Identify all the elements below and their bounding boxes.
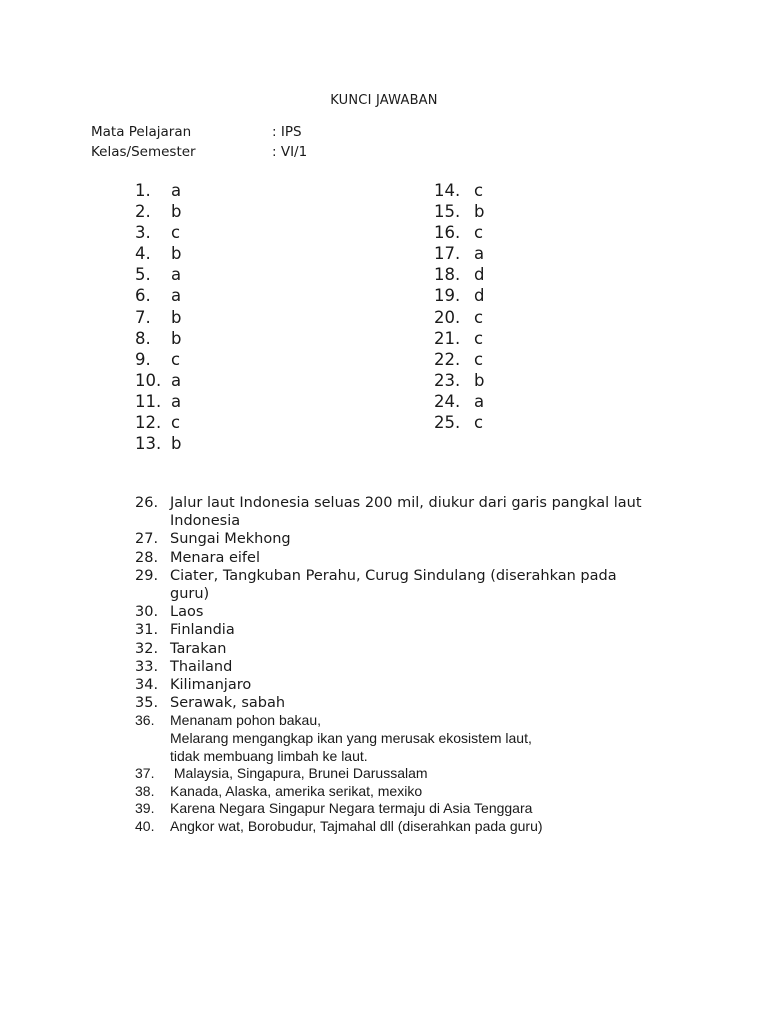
essay-answer-text: [170, 712, 695, 765]
answer-choice: a: [171, 370, 182, 390]
essay-answer-text: [170, 494, 695, 530]
essay-answer-item: [135, 658, 695, 676]
answer-choice: c: [171, 223, 181, 243]
answer-line: Karena Negara Singapur Negara termaju di Asia Tenggara: [170, 800, 533, 817]
essay-answer-text: [170, 621, 695, 639]
question-number: 37.: [135, 765, 155, 782]
question-number: 7.: [135, 307, 151, 327]
answer-choice: a: [474, 391, 485, 411]
question-number: 17.: [434, 244, 461, 264]
answer-choice: c: [474, 349, 484, 369]
essay-answer-text: [170, 530, 695, 548]
essay-answer-item: [135, 765, 695, 783]
question-number: 23.: [434, 370, 461, 390]
answer-choice: b: [474, 202, 485, 222]
answer-choice: b: [171, 434, 182, 454]
question-number: 26.: [135, 495, 159, 511]
essay-answer-text: [170, 549, 695, 567]
answer-choice: d: [474, 286, 485, 306]
answer-line: Jalur laut Indonesia seluas 200 mil, diukur dari garis pangkal laut: [170, 495, 642, 511]
question-number: 9.: [135, 349, 151, 369]
question-number: 3.: [135, 223, 151, 243]
question-number: 34.: [135, 677, 159, 694]
essay-answer-item: [135, 712, 695, 765]
essay-answer-text: [170, 765, 695, 783]
essay-answer-item: [135, 621, 695, 639]
question-number: 31.: [135, 622, 159, 639]
answer-line: Menanam pohon bakau,: [170, 712, 321, 729]
answer-choice: c: [474, 181, 484, 200]
answer-choice: b: [474, 370, 485, 390]
class-label: Kelas/Semester: [91, 144, 196, 160]
question-number: 20.: [434, 307, 461, 327]
answer-choice: a: [171, 391, 182, 411]
question-number: 21.: [434, 328, 461, 348]
question-number: 4.: [135, 244, 151, 264]
answer-choice: d: [474, 265, 485, 285]
essay-answer-item: [135, 603, 695, 621]
question-number: 22.: [434, 349, 461, 369]
answer-choice: b: [171, 328, 182, 348]
answer-line: Kilimanjaro: [170, 677, 252, 694]
essay-answer-text: [170, 800, 695, 818]
answer-line: guru): [170, 586, 210, 603]
essay-answer-text: [170, 567, 695, 603]
question-number: 33.: [135, 658, 159, 675]
answer-line: Kanada, Alaska, amerika serikat, mexiko: [170, 782, 423, 799]
answer-choice: c: [474, 307, 484, 327]
answer-choice: b: [171, 202, 182, 222]
essay-answer-item: [135, 694, 695, 712]
subject-value: : IPS: [272, 124, 302, 140]
essay-answer-item: [135, 494, 695, 530]
essay-answer-item: [135, 549, 695, 567]
answer-line: Finlandia: [170, 622, 235, 639]
answer-line: Thailand: [170, 658, 233, 675]
question-number: 25.: [434, 413, 461, 433]
question-number: 10.: [135, 370, 162, 390]
answer-line: Indonesia: [170, 513, 241, 530]
question-number: 38.: [135, 782, 155, 799]
question-number: 6.: [135, 286, 151, 306]
question-number: 35.: [135, 695, 159, 712]
essay-answer-item: [135, 800, 695, 818]
question-number: 24.: [434, 391, 461, 411]
answer-line: tidak membuang limbah ke laut.: [170, 747, 368, 764]
answer-line: Laos: [170, 604, 204, 621]
subject-label: Mata Pelajaran: [91, 124, 192, 140]
answer-choice: b: [171, 307, 182, 327]
question-number: 18.: [434, 265, 461, 285]
answer-choice: c: [171, 413, 181, 433]
question-number: 27.: [135, 531, 159, 548]
essay-answer-text: [170, 658, 695, 676]
answer-line: Ciater, Tangkuban Perahu, Curug Sindulang (diserahkan pada: [170, 567, 617, 584]
essay-answer-text: [170, 818, 695, 836]
essay-answer-item: [135, 676, 695, 694]
essay-answer-item: [135, 530, 695, 548]
question-number: 5.: [135, 265, 151, 285]
answer-line: Menara eifel: [170, 549, 260, 566]
question-number: 32.: [135, 640, 159, 657]
answer-choice: c: [474, 413, 484, 433]
essay-answer-item: [135, 818, 695, 836]
answer-line: Malaysia, Singapura, Brunei Darussalam: [170, 765, 428, 782]
answer-line: Serawak, sabah: [170, 695, 286, 712]
answer-line: Melarang mengangkap ikan yang merusak ekosistem laut,: [170, 730, 532, 747]
essay-answer-text: [170, 694, 695, 712]
question-number: 28.: [135, 549, 159, 566]
essay-answer-item: [135, 640, 695, 658]
answer-choice: a: [171, 265, 182, 285]
question-number: 8.: [135, 328, 151, 348]
answer-choice: a: [474, 244, 485, 264]
question-number: 30.: [135, 604, 159, 621]
answer-choice: c: [474, 328, 484, 348]
question-number: 19.: [434, 286, 461, 306]
class-value: : VI/1: [272, 144, 308, 160]
question-number: 29.: [135, 567, 159, 584]
essay-answers-list: [135, 494, 695, 836]
answer-choice: a: [171, 181, 182, 200]
essay-answer-text: [170, 603, 695, 621]
question-number: 36.: [135, 712, 155, 729]
answer-choice: c: [171, 349, 181, 369]
question-number: 40.: [135, 818, 155, 834]
question-number: 15.: [434, 202, 461, 222]
question-number: 12.: [135, 413, 162, 433]
question-number: 39.: [135, 800, 155, 817]
essay-answer-text: [170, 640, 695, 658]
answer-choice: c: [474, 223, 484, 243]
answer-choice: a: [171, 286, 182, 306]
answer-line: Tarakan: [170, 640, 227, 657]
question-number: 14.: [434, 181, 461, 200]
essay-answer-item: [135, 783, 695, 801]
question-number: 16.: [434, 223, 461, 243]
question-number: 1.: [135, 181, 151, 200]
question-number: 2.: [135, 202, 151, 222]
answer-line: Angkor wat, Borobudur, Tajmahal dll (diserahkan pada guru): [170, 818, 543, 834]
answer-choice: b: [171, 244, 182, 264]
page-title: KUNCI JAWABAN: [330, 93, 438, 108]
answer-line: Sungai Mekhong: [170, 531, 291, 548]
essay-answer-text: [170, 783, 695, 801]
question-number: 13.: [135, 434, 162, 454]
question-number: 11.: [135, 391, 162, 411]
essay-answer-item: [135, 567, 695, 603]
essay-answer-text: [170, 676, 695, 694]
